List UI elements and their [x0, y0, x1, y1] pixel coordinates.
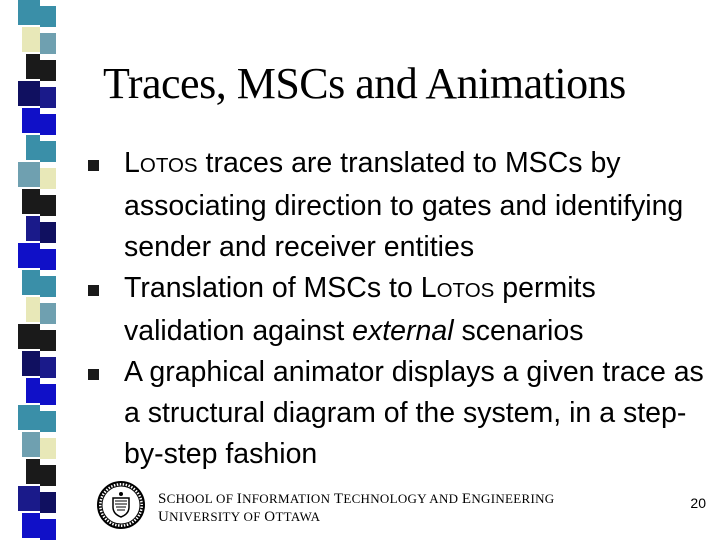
stripe-block — [18, 81, 40, 106]
stripe-block — [26, 459, 40, 484]
footer-line-university: UNIVERSITY OF OTTAWA — [158, 509, 321, 525]
footer-line-school: SCHOOL OF INFORMATION TECHNOLOGY AND ENGINEERING — [158, 491, 555, 507]
stripe-block — [40, 438, 56, 459]
stripe-block — [40, 357, 56, 378]
stripe-block — [40, 411, 56, 432]
stripe-block — [22, 432, 40, 457]
square-bullet-icon — [88, 160, 99, 171]
stripe-block — [26, 297, 40, 322]
stripe-block — [40, 168, 56, 189]
stripe-block — [26, 378, 40, 403]
stripe-block — [40, 6, 56, 27]
square-bullet-icon — [88, 369, 99, 380]
stripe-block — [26, 135, 40, 160]
square-bullet-icon — [88, 285, 99, 296]
stripe-block — [22, 351, 40, 376]
stripe-block — [40, 249, 56, 270]
stripe-block — [40, 465, 56, 486]
stripe-block — [22, 270, 40, 295]
stripe-block — [40, 195, 56, 216]
stripe-block — [40, 141, 56, 162]
stripe-block — [40, 384, 56, 405]
stripe-block — [18, 162, 40, 187]
bullet-item — [88, 352, 708, 475]
stripe-block — [40, 330, 56, 351]
stripe-block — [22, 189, 40, 214]
footer-institution — [158, 490, 555, 526]
bullet-item — [88, 143, 708, 268]
stripe-block — [22, 513, 40, 538]
stripe-block — [22, 108, 40, 133]
bullet-text: A graphical animator displays a given trace as a structural diagram of the system, in a step-by-step fashion — [124, 356, 704, 470]
stripe-block — [26, 54, 40, 79]
stripe-block — [18, 324, 40, 349]
stripe-block — [40, 276, 56, 297]
stripe-block — [18, 405, 40, 430]
stripe-block — [26, 216, 40, 241]
stripe-block — [18, 243, 40, 268]
stripe-block — [40, 492, 56, 513]
stripe-block — [40, 60, 56, 81]
stripe-block — [40, 222, 56, 243]
stripe-block — [40, 33, 56, 54]
bullet-text: Translation of MSCs to LOTOS permits validation against external scenarios — [124, 272, 596, 347]
slide-title: Traces, MSCs and Animations — [103, 59, 626, 108]
page-number: 20 — [690, 495, 706, 511]
stripe-block — [22, 27, 40, 52]
university-seal-icon — [96, 480, 146, 530]
stripe-block — [18, 0, 40, 25]
stripe-block — [18, 486, 40, 511]
stripe-block — [40, 519, 56, 540]
stripe-block — [40, 87, 56, 108]
bullet-list — [88, 143, 708, 475]
bullet-item — [88, 268, 708, 352]
stripe-block — [40, 114, 56, 135]
stripe-block — [40, 303, 56, 324]
bullet-text: LOTOS traces are translated to MSCs by associating direction to gates and identifying sender and receiver entities — [124, 147, 684, 263]
decorative-stripe-bar — [0, 0, 56, 540]
